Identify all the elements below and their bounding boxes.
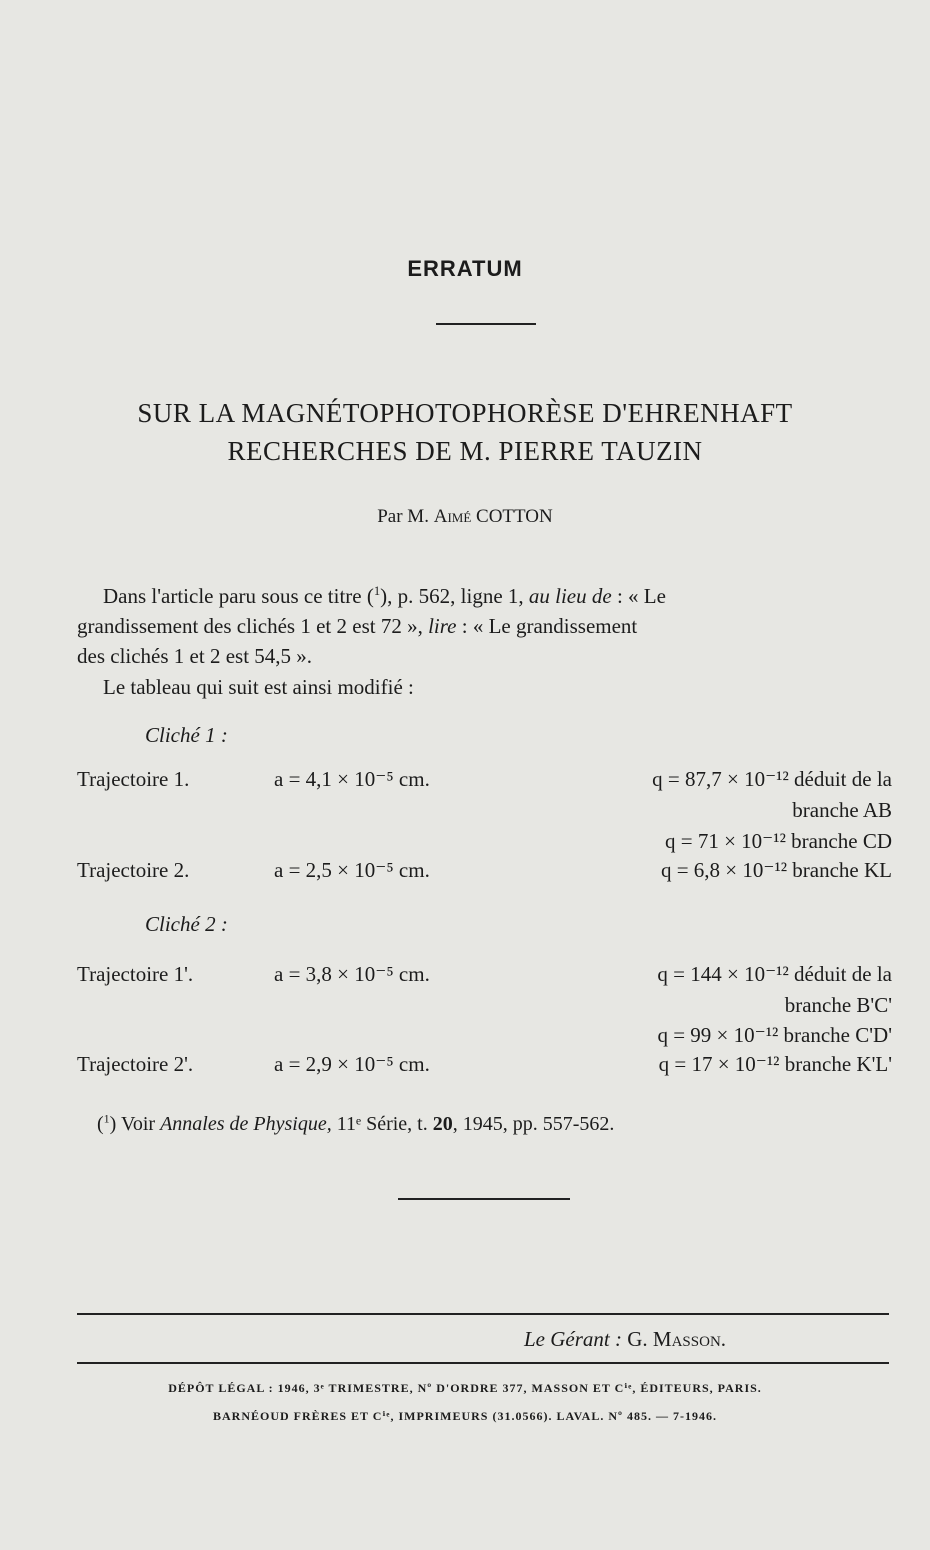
paragraph-1-line-2: grandissement des clichés 1 et 2 est 72 », lire : « Le grandissement	[77, 614, 638, 638]
trajectory-1prime-q-branch: branche B'C'	[784, 993, 892, 1017]
article-title-line-1: SUR LA MAGNÉTOPHOTOPHORÈSE D'EHRENHAFT	[137, 398, 793, 428]
author-line	[0, 506, 930, 528]
author-last-name: COTTON	[476, 506, 553, 527]
author-first-name: Aimé	[433, 506, 472, 527]
cliche-2-heading: Cliché 2 :	[145, 912, 228, 936]
gerant-bottom-rule	[77, 1362, 889, 1364]
trajectory-1prime-a: a = 3,8 × 10⁻⁵ cm.	[274, 962, 430, 986]
footnote: ($^1$) Voir Annales de Physique, 11ᵉ Série, t. 20, 1945, pp. 557-562.	[97, 1111, 615, 1135]
trajectory-1-label: Trajectoire 1.	[77, 767, 190, 791]
gerant-top-rule	[77, 1313, 889, 1315]
trajectory-2prime-q: q = 17 × 10⁻¹² branche K'L'	[658, 1052, 892, 1076]
gerant-line: Le Gérant : G. Masson.	[524, 1327, 727, 1351]
paragraph-1-line-3: des clichés 1 et 2 est 54,5 ».	[77, 644, 313, 668]
article-title-line-2: RECHERCHES DE M. PIERRE TAUZIN	[227, 436, 703, 466]
end-rule	[398, 1198, 570, 1200]
trajectory-1prime-q-cd: q = 99 × 10⁻¹² branche C'D'	[657, 1023, 892, 1047]
trajectory-2-a: a = 2,5 × 10⁻⁵ cm.	[274, 858, 430, 882]
trajectory-1-a: a = 4,1 × 10⁻⁵ cm.	[274, 767, 430, 791]
cliche-1-heading: Cliché 1 :	[145, 723, 228, 747]
trajectory-1-q-branch: branche AB	[792, 798, 892, 822]
trajectory-1-q: q = 87,7 × 10⁻¹² déduit de la	[652, 767, 892, 791]
trajectory-1-q-cd: q = 71 × 10⁻¹² branche CD	[665, 829, 892, 853]
paragraph-2: Le tableau qui suit est ainsi modifié :	[103, 675, 414, 699]
erratum-heading: ERRATUM	[407, 256, 523, 281]
trajectory-1prime-q: q = 144 × 10⁻¹² déduit de la	[657, 962, 892, 986]
author-prefix: Par M.	[377, 506, 429, 527]
trajectory-2-q: q = 6,8 × 10⁻¹² branche KL	[660, 858, 892, 882]
journal-name: Annales de Physique,	[160, 1113, 332, 1135]
heading-rule	[436, 323, 536, 325]
trajectory-1prime-label: Trajectoire 1'.	[77, 962, 194, 986]
legal-line-2: BARNÉOUD FRÈRES ET Cⁱᵉ, IMPRIMEURS (31.0566). LAVAL. Nº 485. — 7-1946.	[213, 1409, 717, 1423]
paragraph-1-line-1: Dans l'article paru sous ce titre ($^1$), p. 562, ligne 1, au lieu de : « Le	[103, 584, 666, 608]
trajectory-2prime-label: Trajectoire 2'.	[77, 1052, 194, 1076]
trajectory-2prime-a: a = 2,9 × 10⁻⁵ cm.	[274, 1052, 430, 1076]
trajectory-2-label: Trajectoire 2.	[77, 858, 190, 882]
footnote-mark: 1	[103, 1111, 110, 1126]
legal-line-1: DÉPÔT LÉGAL : 1946, 3ᵉ TRIMESTRE, Nº D'ORDRE 377, MASSON ET Cⁱᵉ, ÉDITEURS, PARIS.	[168, 1381, 762, 1395]
